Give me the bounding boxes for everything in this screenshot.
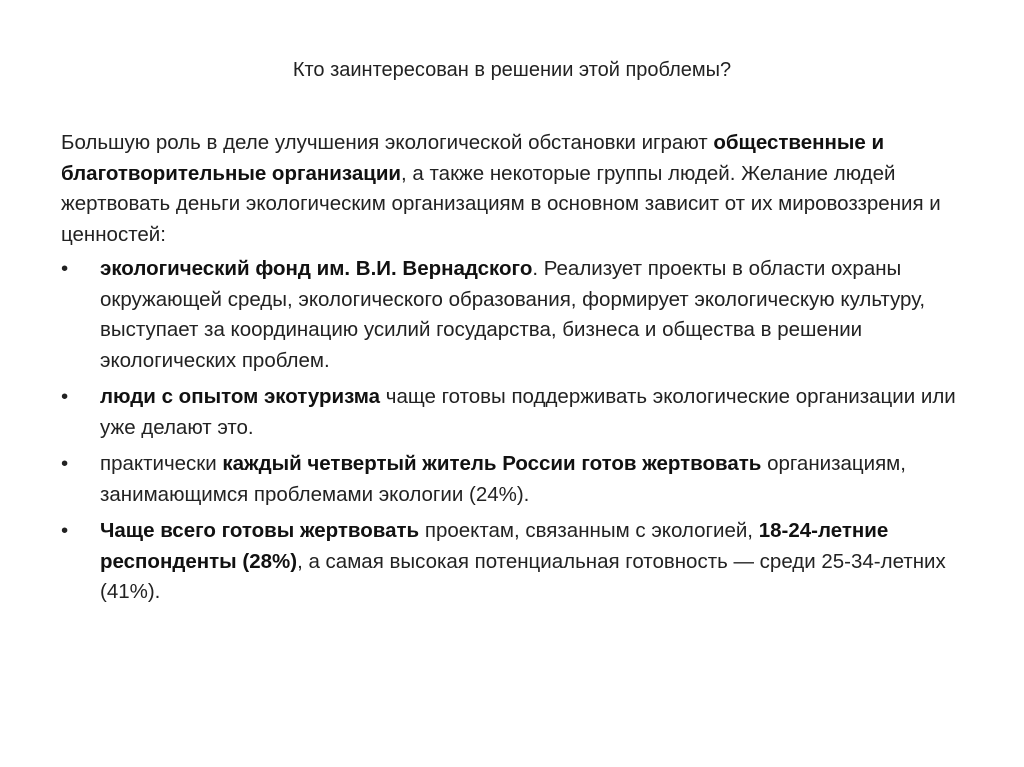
slide-body xyxy=(61,128,961,614)
bullet-pre-every-fourth: практически xyxy=(100,452,223,475)
intro-text-2: , а также некоторые группы людей. Желание людей жертвовать деньги экологическим организациям в основном зависит от их мировоззрения и ценностей: xyxy=(61,161,941,246)
bullet-item-ecotourism xyxy=(61,382,961,443)
bullet-marker: • xyxy=(61,519,69,542)
bullet-item-vernadsky-fund xyxy=(61,254,961,376)
bullet-bold-ecotourism: люди с опытом экотуризма xyxy=(100,385,381,408)
bullet-text-every-fourth: организациям, занимающимся проблемами экологии (24%). xyxy=(100,452,906,506)
bullet-marker: • xyxy=(61,452,69,475)
bullet-text-projects: проектам, связанным с экологией, xyxy=(419,519,759,542)
bullet-text-25-34: , а самая высокая потенциальная готовность — среди 25-34-летних (41%). xyxy=(100,549,946,603)
intro-text-1: Большую роль в деле улучшения экологической обстановки играют xyxy=(61,131,714,154)
bullet-item-every-fourth xyxy=(61,449,961,510)
bullet-text-ecotourism: чаще готовы поддерживать экологические организации или уже делают это. xyxy=(100,385,956,439)
bullet-marker: • xyxy=(61,385,69,408)
bullet-item-age-groups xyxy=(61,516,961,608)
bullet-marker: • xyxy=(61,257,69,280)
intro-bold-organizations: общественные и благотворительные организации xyxy=(61,131,885,185)
slide-title: Кто заинтересован в решении этой проблемы? xyxy=(292,59,732,81)
bullet-bold-most-often: Чаще всего готовы жертвовать xyxy=(100,519,420,542)
bullet-text-fund: . Реализует проекты в области охраны окружающей среды, экологического образования, формирует экологическую культуру, выступает за координацию усилий государства, бизнеса и общества в решении экологических проблем. xyxy=(100,257,926,372)
bullet-bold-every-fourth: каждый четвертый житель России готов жертвовать xyxy=(222,452,762,475)
bullet-list xyxy=(61,254,961,608)
bullet-bold-18-24: 18-24-летние респонденты (28%) xyxy=(100,519,889,573)
bullet-bold-fund: экологический фонд им. В.И. Вернадского xyxy=(100,257,533,280)
intro-paragraph xyxy=(61,128,961,250)
